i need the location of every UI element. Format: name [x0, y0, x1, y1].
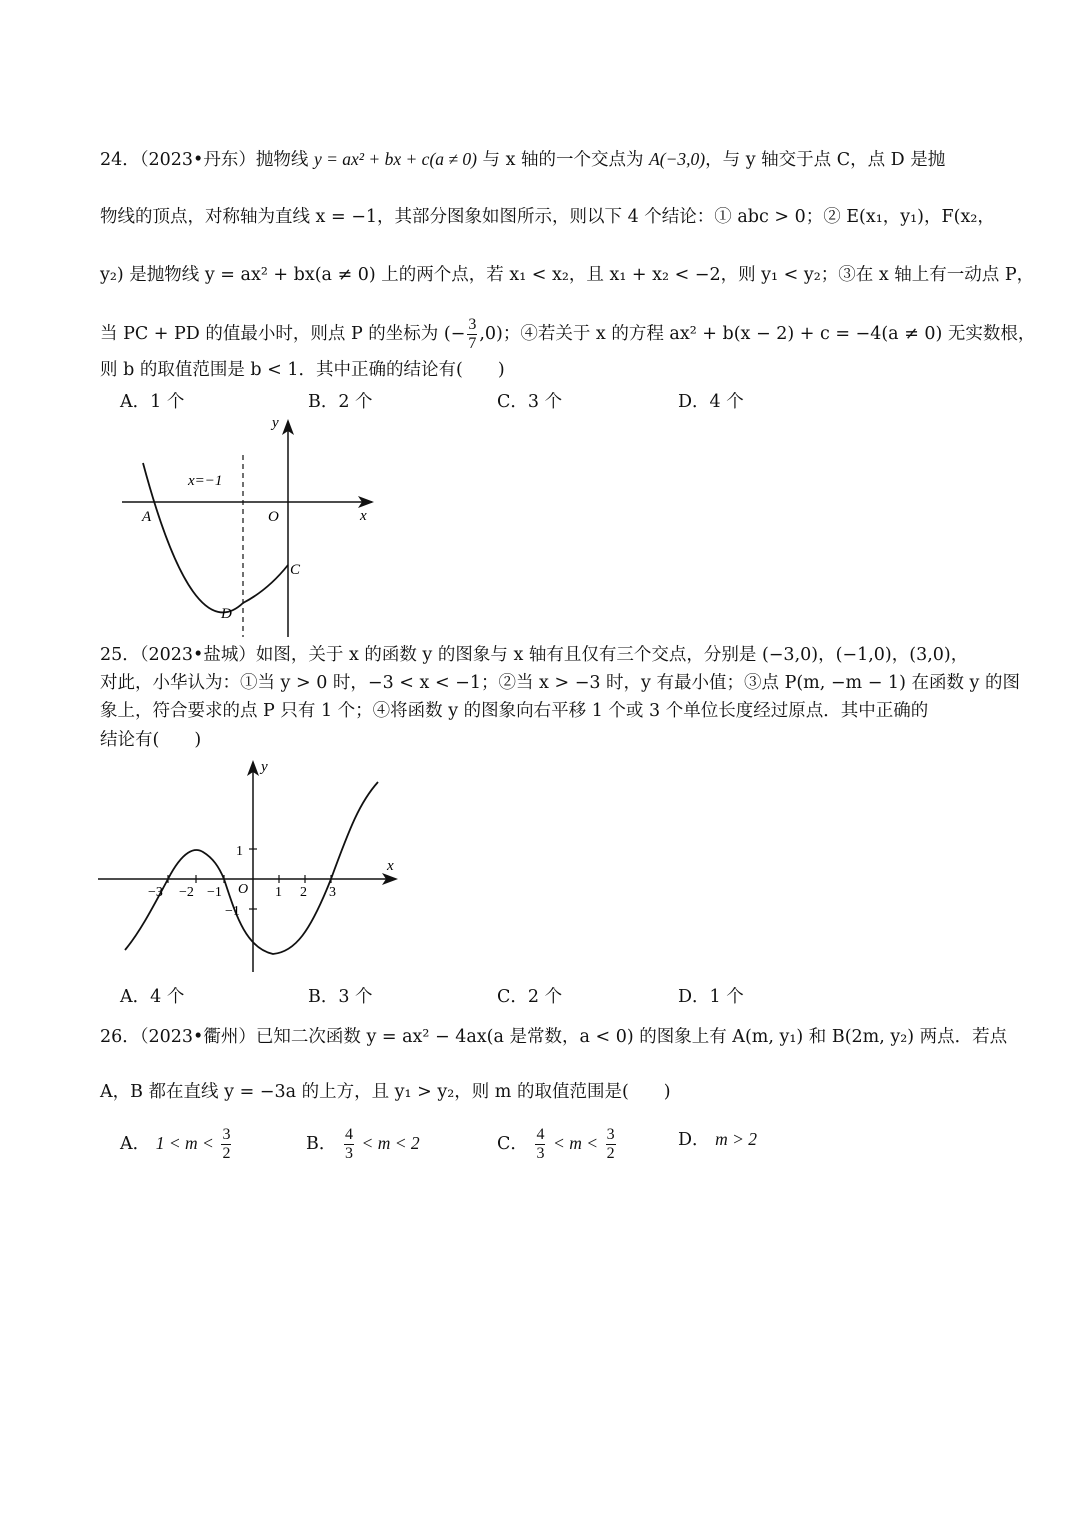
q24-stem-start: 24．（2023•丹东）抛物线 [100, 150, 314, 170]
q24-option-c[interactable]: C．3 个 [497, 392, 563, 412]
q25-x-tick-label: −1 [207, 885, 222, 900]
q24-fraction-denominator: 7 [468, 335, 477, 352]
q26-option-a-text: 1 < m < [155, 1133, 214, 1153]
q26-option-c-numerator-2: 3 [606, 1126, 615, 1143]
q24-line-4 [100, 316, 1035, 353]
q25-line-3: 象上，符合要求的点 P 只有 1 个；④将函数 y 的图象向右平移 1 个或 3 个单位长度经过原点．其中正确的 [100, 701, 929, 721]
q24-x-label: x [360, 508, 367, 524]
q25-line-2: 对此，小华认为：①当 y > 0 时，−3 < x < −1；②当 x > −3 时，y 有最小值；③点 P(m, −m − 1) 在函数 y 的图 [100, 673, 1020, 693]
q25-line-4: 结论有( ) [100, 730, 202, 750]
q26-option-c-numerator-1: 4 [536, 1126, 545, 1143]
q25-option-d[interactable]: D．1 个 [678, 987, 744, 1007]
q26-option-c-denominator-1: 3 [536, 1145, 545, 1162]
q25-x-tick-label: 3 [329, 885, 336, 900]
q26-line-1 [100, 1025, 1007, 1049]
q24-line-1 [100, 147, 945, 172]
q26-option-c-text: < m < [553, 1133, 599, 1153]
q25-option-c[interactable]: C．2 个 [497, 987, 563, 1007]
q24-point-a-label: A [142, 509, 152, 525]
q26-option-b-fraction [344, 1126, 354, 1163]
q24-parabola-graph [110, 405, 390, 645]
q24-line-4-start: 当 PC + PD 的值最小时，则点 P 的坐标为 (− [100, 324, 466, 344]
q26-line-2: A，B 都在直线 y = −3a 的上方，且 y₁ > y₂，则 m 的取值范围是( ) [100, 1082, 671, 1102]
q26-option-b-numerator: 4 [344, 1126, 353, 1143]
q25-function-curve [125, 782, 378, 954]
q24-stem-end: ，与 y 轴交于点 C，点 D 是抛 [705, 150, 946, 170]
q26-option-b[interactable] [306, 1126, 420, 1163]
q24-symmetry-label: x=−1 [188, 473, 223, 489]
q25-y-tick-label-neg: −1 [225, 904, 240, 919]
q26-option-c-prefix: C． [497, 1134, 528, 1154]
q24-option-d[interactable]: D．4 个 [678, 392, 744, 412]
q26-option-a-fraction [221, 1126, 231, 1163]
q26-stem-rest: y = ax² − 4ax(a 是常数，a < 0) 的图象上有 A(m, y₁) 和 B(2m, y₂) 两点．若点 [366, 1027, 1008, 1047]
q25-x-tick-label: −2 [179, 885, 194, 900]
q24-point-a: A(−3,0) [649, 149, 706, 169]
q26-option-a-numerator: 3 [222, 1126, 231, 1143]
q24-y-label: y [272, 415, 279, 431]
q24-line-4-end: ,0)；④若关于 x 的方程 ax² + b(x − 2) + c = −4(a ≠ 0) 无实数根， [479, 324, 1036, 344]
q26-option-b-denominator: 3 [344, 1145, 353, 1162]
q25-option-b[interactable]: B．3 个 [308, 987, 373, 1007]
q25-line-1: 25．（2023•盐城）如图，关于 x 的函数 y 的图象与 x 轴有且仅有三个交点，分别是 (−3,0)，(−1,0)，(3,0)， [100, 645, 969, 665]
q26-option-c[interactable] [497, 1126, 618, 1163]
q25-y-label: y [261, 759, 268, 775]
q26-option-a-prefix: A． [120, 1134, 151, 1154]
q24-fraction-numerator: 3 [468, 316, 477, 333]
q24-fraction [467, 316, 477, 353]
q24-stem-mid: 与 x 轴的一个交点为 [476, 150, 650, 170]
q25-function-graph [95, 752, 405, 974]
q26-stem-start: 26．（2023•衢州）已知二次函数 [100, 1027, 367, 1047]
q25-option-a[interactable]: A．4 个 [120, 987, 185, 1007]
q24-line-3: y₂) 是抛物线 y = ax² + bx(a ≠ 0) 上的两个点，若 x₁ < x₂，且 x₁ + x₂ < −2，则 y₁ < y₂；③在 x 轴上有一动点 P， [100, 265, 1035, 285]
q26-option-a[interactable] [120, 1126, 233, 1163]
q25-x-tick-label: −3 [148, 885, 163, 900]
q26-option-c-fraction-1 [535, 1126, 545, 1163]
q26-option-d-prefix: D． [678, 1130, 710, 1150]
q24-option-b[interactable]: B．2 个 [308, 392, 373, 412]
q25-x-label: x [387, 858, 394, 874]
q26-option-b-prefix: B． [306, 1134, 337, 1154]
q24-point-c-label: C [290, 562, 301, 578]
q24-point-d-label: D [221, 606, 232, 622]
q26-option-d-text: m > 2 [715, 1129, 758, 1149]
q26-option-c-fraction-2 [606, 1126, 616, 1163]
q26-option-b-text: < m < 2 [361, 1133, 420, 1153]
q26-option-c-denominator-2: 2 [606, 1145, 615, 1162]
q24-line-5: 则 b 的取值范围是 b < 1．其中正确的结论有( ) [100, 360, 505, 380]
q26-option-a-denominator: 2 [222, 1145, 231, 1162]
q24-option-a[interactable]: A．1 个 [120, 392, 185, 412]
q25-x-tick-label: 2 [300, 885, 307, 900]
q24-parabola-equation: y = ax² + bx + c(a ≠ 0) [313, 149, 477, 169]
q26-option-d[interactable] [678, 1126, 757, 1151]
q24-line-2: 物线的顶点，对称轴为直线 x = −1，其部分图象如图所示，则以下 4 个结论：① abc > 0；② E(x₁，y₁)，F(x₂， [100, 207, 995, 227]
q25-x-tick-label: 1 [275, 885, 282, 900]
q25-origin-label: O [238, 882, 249, 897]
q24-origin-label: O [268, 509, 279, 525]
q25-y-tick-label-pos: 1 [236, 844, 243, 859]
